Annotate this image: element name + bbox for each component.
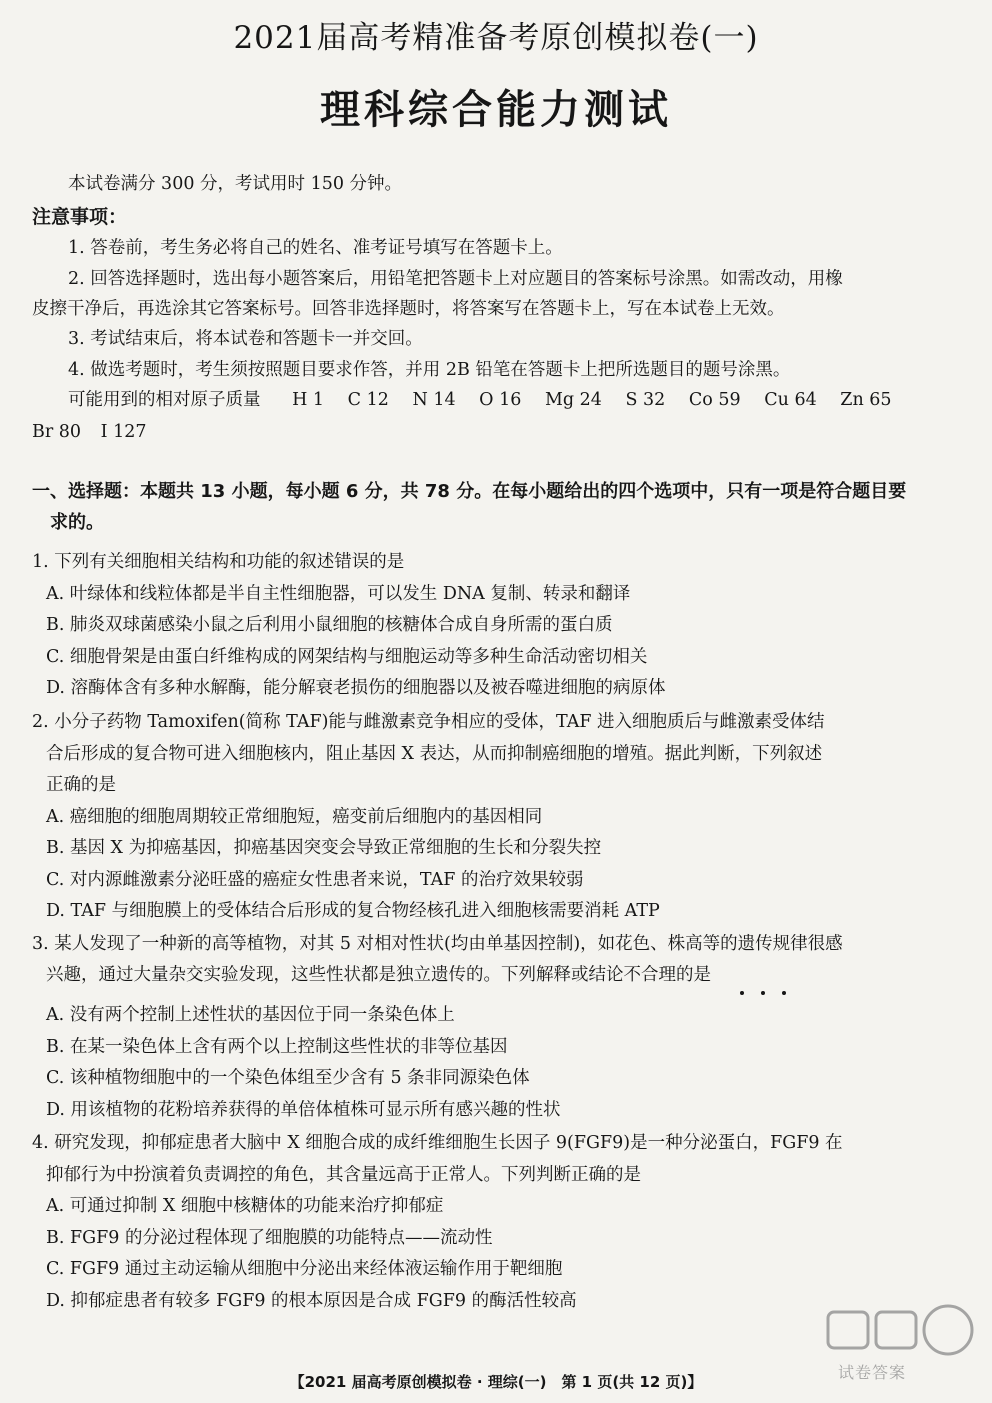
question-2-stem: 2. 小分子药物 Tamoxifen(简称 TAF)能与雌激素竞争相应的受体，TAF 进入细胞质后与雌激素受体结 (32, 712, 825, 732)
question-3-option-c: C. 该种植物细胞中的一个染色体组至少含有 5 条非同源染色体 (46, 1068, 530, 1088)
atomic-mass-item: S 32 (625, 390, 666, 410)
page-footer: 【2021 届高考原创模拟卷 · 理综(一) 第 1 页(共 12 页)】 (289, 1373, 703, 1391)
atomic-mass-item: I 127 (100, 422, 147, 442)
question-4-stem: 4. 研究发现，抑郁症患者大脑中 X 细胞合成的成纤维细胞生长因子 9(FGF9)是一种分泌蛋白，FGF9 在 (32, 1133, 843, 1153)
section-heading: 一、选择题：本题共 13 小题，每小题 6 分，共 78 分。在每小题给出的四个选项中，只有一项是符合题目要 (32, 481, 907, 502)
atomic-mass-row-2 (32, 420, 147, 444)
watermark-logo (820, 1300, 980, 1395)
exam-title: 2021届高考精准备考原创模拟卷(一) (233, 20, 759, 56)
question-3-option-a: A. 没有两个控制上述性状的基因位于同一条染色体上 (46, 1005, 455, 1025)
question-4-option-c: C. FGF9 通过主动运输从细胞中分泌出来经体液运输作用于靶细胞 (46, 1259, 563, 1279)
emphasis-dot (782, 991, 786, 995)
watermark-icon (820, 1300, 980, 1360)
question-1-option-a: A. 叶绿体和线粒体都是半自主性细胞器，可以发生 DNA 复制、转录和翻译 (46, 584, 631, 604)
atomic-mass-item: Cu 64 (764, 390, 817, 410)
question-1-option-d: D. 溶酶体含有多种水解酶，能分解衰老损伤的细胞器以及被吞噬进细胞的病原体 (46, 678, 666, 698)
question-2-option-b: B. 基因 X 为抑癌基因，抑癌基因突变会导致正常细胞的生长和分裂失控 (46, 838, 602, 858)
atomic-mass-item: Mg 24 (544, 390, 602, 410)
notice-item: 2. 回答选择题时，选出每小题答案后，用铅笔把答题卡上对应题目的答案标号涂黑。如需改动，用橡 (68, 269, 843, 289)
question-3-stem: 3. 某人发现了一种新的高等植物，对其 5 对相对性状(均由单基因控制)，如花色、株高等的遗传规律很感 (32, 934, 843, 954)
question-2-option-a: A. 癌细胞的细胞周期较正常细胞短，癌变前后细胞内的基因相同 (46, 807, 543, 827)
question-2-option-c: C. 对内源雌激素分泌旺盛的癌症女性患者来说，TAF 的治疗效果较弱 (46, 870, 584, 890)
section-heading-cont: 求的。 (50, 512, 104, 533)
intro-text: 本试卷满分 300 分，考试用时 150 分钟。 (68, 174, 403, 194)
atomic-mass-item: Co 59 (688, 390, 741, 410)
watermark-text: 试卷答案 (838, 1363, 907, 1382)
atomic-mass-item: C 12 (347, 390, 389, 410)
atomic-mass-item: Zn 65 (840, 390, 892, 410)
question-4-stem-cont: 抑郁行为中扮演着负责调控的角色，其含量远高于正常人。下列判断正确的是 (46, 1165, 641, 1185)
question-2-option-d: D. TAF 与细胞膜上的受体结合后形成的复合物经核孔进入细胞核需要消耗 ATP (46, 901, 660, 921)
atomic-mass-row (68, 388, 892, 412)
question-3-option-b: B. 在某一染色体上含有两个以上控制这些性状的非等位基因 (46, 1037, 508, 1057)
notice-heading: 注意事项： (32, 206, 128, 228)
question-4-option-d: D. 抑郁症患者有较多 FGF9 的根本原因是合成 FGF9 的酶活性较高 (46, 1291, 577, 1311)
question-2-stem-cont: 合后形成的复合物可进入细胞核内，阻止基因 X 表达，从而抑制癌细胞的增殖。据此判断，下列叙述 (46, 744, 823, 764)
question-1-option-b: B. 肺炎双球菌感染小鼠之后利用小鼠细胞的核糖体合成自身所需的蛋白质 (46, 615, 613, 635)
atomic-mass-item: H 1 (292, 390, 325, 410)
exam-subtitle: 理科综合能力测试 (320, 86, 672, 133)
question-3-option-d: D. 用该植物的花粉培养获得的单倍体植株可显示所有感兴趣的性状 (46, 1100, 561, 1120)
emphasis-dot (761, 991, 765, 995)
notice-item: 皮擦干净后，再选涂其它答案标号。回答非选择题时，将答案写在答题卡上，写在本试卷上无效。 (32, 299, 785, 319)
question-4-option-b: B. FGF9 的分泌过程体现了细胞膜的功能特点——流动性 (46, 1228, 493, 1248)
emphasis-dot (740, 991, 744, 995)
question-4-option-a: A. 可通过抑制 X 细胞中核糖体的功能来治疗抑郁症 (46, 1196, 444, 1216)
atomic-mass-item: O 16 (479, 390, 522, 410)
notice-item: 1. 答卷前，考生务必将自己的姓名、准考证号填写在答题卡上。 (68, 238, 563, 258)
question-3-stem-cont: 兴趣，通过大量杂交实验发现，这些性状都是独立遗传的。下列解释或结论不合理的是 (46, 965, 711, 985)
question-2-stem-cont: 正确的是 (46, 775, 116, 795)
question-1-stem: 1. 下列有关细胞相关结构和功能的叙述错误的是 (32, 552, 405, 572)
atomic-mass-item: Br 80 (32, 422, 82, 442)
notice-item: 4. 做选考题时，考生须按照题目要求作答，并用 2B 铅笔在答题卡上把所选题目的题号涂黑。 (68, 360, 791, 380)
atomic-mass-item: N 14 (412, 390, 456, 410)
atomic-mass-label: 可能用到的相对原子质量 (68, 390, 261, 410)
notice-item: 3. 考试结束后，将本试卷和答题卡一并交回。 (68, 329, 423, 349)
question-1-option-c: C. 细胞骨架是由蛋白纤维构成的网架结构与细胞运动等多种生命活动密切相关 (46, 647, 648, 667)
